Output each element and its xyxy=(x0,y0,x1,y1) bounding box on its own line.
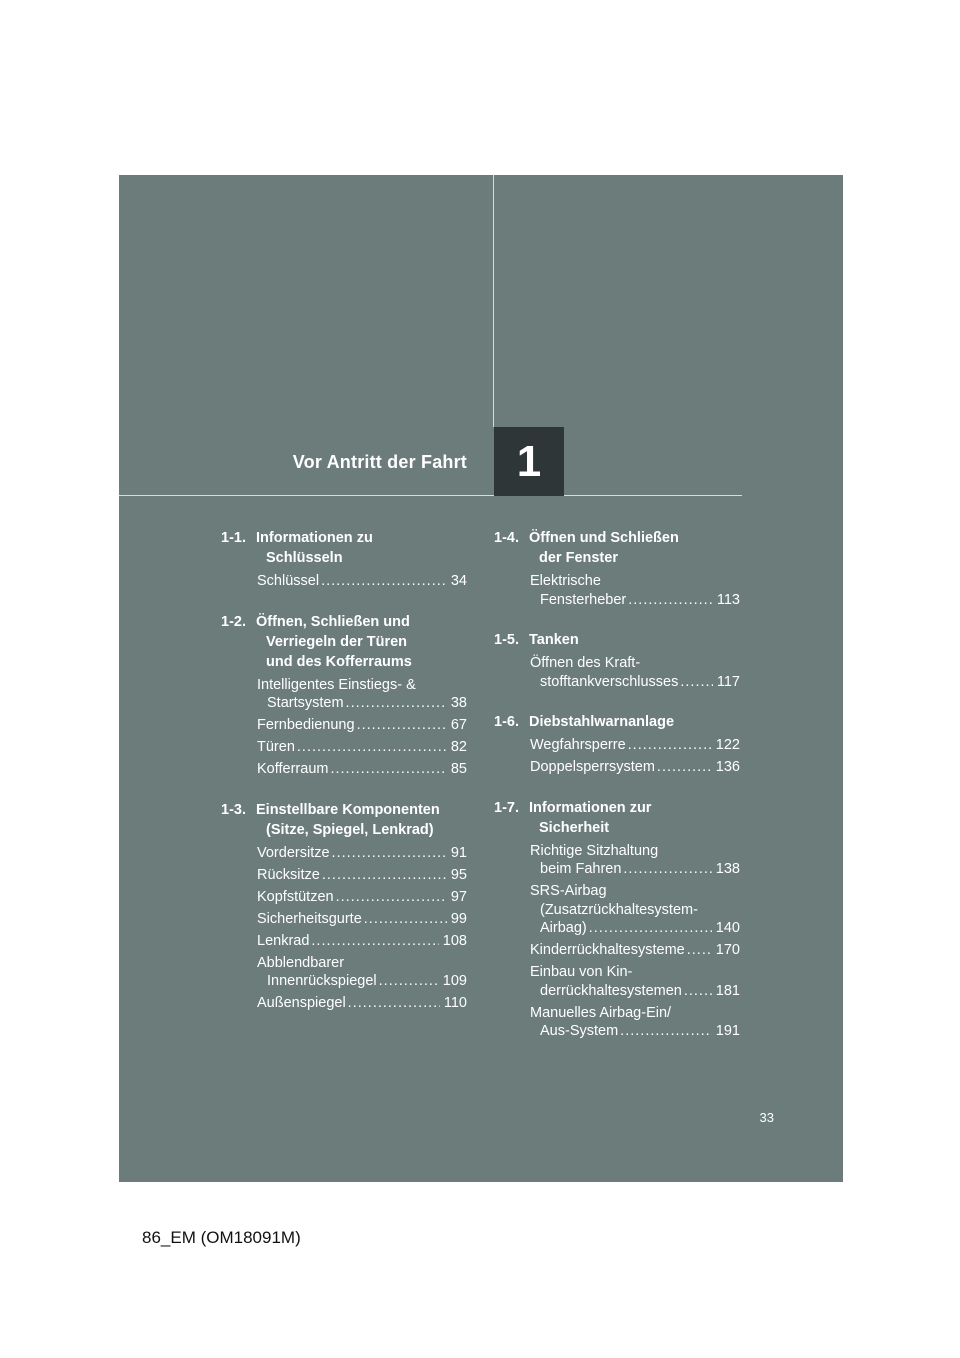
page-number: 33 xyxy=(759,1110,774,1125)
entry-page: 170 xyxy=(715,942,740,958)
entry-label: Lenkrad xyxy=(257,932,310,949)
section-title-line: Öffnen und Schließen xyxy=(529,530,679,546)
dot-leader xyxy=(687,941,712,960)
entry-page: 97 xyxy=(450,888,467,905)
vertical-divider xyxy=(493,175,494,427)
dot-leader xyxy=(657,758,712,777)
toc-entry[interactable] xyxy=(257,994,467,1013)
toc-section xyxy=(494,630,740,691)
toc-right-column xyxy=(494,528,740,1062)
section-heading[interactable] xyxy=(221,612,467,672)
toc-entry[interactable] xyxy=(257,844,467,863)
entry-label: Aus-System xyxy=(540,1023,619,1039)
section-title xyxy=(529,528,740,568)
entry-line xyxy=(257,738,467,757)
section-title-line: Tanken xyxy=(529,632,579,648)
entry-label: Außenspiegel xyxy=(257,995,346,1011)
entry-line xyxy=(530,654,740,673)
entry-page: 110 xyxy=(443,995,467,1011)
entry-label: Abblendbarer xyxy=(257,954,345,971)
entry-list xyxy=(221,572,467,591)
entry-label: Airbag) xyxy=(540,920,587,936)
entry-page: 108 xyxy=(442,932,467,949)
toc-section xyxy=(221,528,467,591)
entry-label: Rücksitze xyxy=(257,866,320,883)
toc-section xyxy=(221,800,467,1013)
entry-label: Fensterheber xyxy=(540,591,627,608)
entry-label: Schlüssel xyxy=(257,573,320,589)
entry-line xyxy=(257,954,467,973)
entry-page: 191 xyxy=(715,1023,740,1039)
section-heading[interactable] xyxy=(494,630,740,650)
section-title-line: Einstellbare Komponenten xyxy=(256,801,440,818)
toc-section xyxy=(494,528,740,609)
entry-line xyxy=(530,982,740,1001)
entry-page: 38 xyxy=(450,695,467,711)
entry-label: stofftankverschlusses xyxy=(540,673,679,690)
section-title xyxy=(529,630,740,650)
toc-left-column xyxy=(221,528,467,1034)
dot-leader xyxy=(379,972,439,991)
toc-entry[interactable] xyxy=(530,654,740,691)
entry-line xyxy=(530,1022,740,1041)
dot-leader xyxy=(297,738,447,757)
toc-entry[interactable] xyxy=(530,572,740,609)
dot-leader xyxy=(348,994,440,1013)
toc-entry[interactable] xyxy=(530,941,740,960)
entry-list xyxy=(494,572,740,609)
dot-leader xyxy=(589,919,712,938)
toc-entry[interactable] xyxy=(530,758,740,777)
section-heading[interactable] xyxy=(494,712,740,732)
entry-label: Manuelles Airbag-Ein/ xyxy=(530,1004,672,1021)
chapter-number: 1 xyxy=(516,436,542,486)
entry-page: 34 xyxy=(450,573,467,589)
entry-list xyxy=(221,844,467,1013)
entry-page: 109 xyxy=(442,973,467,989)
entry-line xyxy=(257,994,467,1013)
entry-line xyxy=(257,572,467,591)
section-title xyxy=(529,798,740,838)
section-title-line: Öffnen, Schließen und xyxy=(256,613,410,630)
entry-line xyxy=(257,844,467,863)
toc-entry[interactable] xyxy=(530,842,740,879)
dot-leader xyxy=(620,1022,712,1041)
section-title-line: Diebstahlwarnanlage xyxy=(529,714,675,730)
toc-entry[interactable] xyxy=(257,676,467,713)
entry-line xyxy=(257,760,467,779)
entry-line xyxy=(257,888,467,907)
section-number: 1-2. xyxy=(221,613,246,630)
section-title-line: Informationen zu xyxy=(256,530,373,546)
entry-page: 140 xyxy=(715,920,740,936)
chapter-number-box xyxy=(494,427,564,496)
dot-leader xyxy=(346,694,447,713)
entry-label: Kofferraum xyxy=(257,761,329,777)
dot-leader xyxy=(364,910,447,929)
section-heading[interactable] xyxy=(221,800,467,840)
toc-entry[interactable] xyxy=(257,910,467,929)
dot-leader xyxy=(684,982,712,1001)
section-title-line: Verriegeln der Türen xyxy=(266,633,408,650)
entry-page: 117 xyxy=(716,673,740,690)
section-title-line: (Sitze, Spiegel, Lenkrad) xyxy=(266,821,434,838)
entry-line xyxy=(530,758,740,777)
entry-page: 136 xyxy=(715,759,740,775)
dot-leader xyxy=(336,888,447,907)
section-number: 1-5. xyxy=(494,632,519,648)
section-heading[interactable] xyxy=(221,528,467,568)
toc-entry[interactable] xyxy=(530,963,740,1000)
entry-label: Fernbedienung xyxy=(257,717,355,733)
horizontal-divider xyxy=(119,495,742,496)
entry-list xyxy=(494,654,740,691)
entry-label: Innenrückspiegel xyxy=(267,973,377,989)
entry-label: Türen xyxy=(257,739,295,755)
entry-line xyxy=(530,591,740,610)
toc-section xyxy=(494,712,740,777)
entry-line xyxy=(530,882,740,901)
entry-line xyxy=(257,932,467,951)
toc-entry[interactable] xyxy=(530,1004,740,1041)
section-number: 1-3. xyxy=(221,801,246,818)
entry-label: SRS-Airbag xyxy=(530,883,607,899)
entry-page: 113 xyxy=(716,591,740,608)
entry-line xyxy=(530,1004,740,1023)
section-title xyxy=(256,612,467,672)
dot-leader xyxy=(623,860,711,879)
section-number: 1-7. xyxy=(494,799,519,816)
entry-label: Öffnen des Kraft- xyxy=(530,655,641,671)
section-heading[interactable] xyxy=(494,798,740,838)
entry-label: Startsystem xyxy=(267,695,344,711)
entry-label: Vordersitze xyxy=(257,844,330,861)
entry-line xyxy=(530,860,740,879)
entry-list xyxy=(221,676,467,779)
entry-label: Kopfstützen xyxy=(257,888,334,905)
entry-page: 95 xyxy=(450,866,467,883)
entry-label: (Zusatzrückhaltesystem- xyxy=(540,901,698,918)
toc-entry[interactable] xyxy=(257,716,467,735)
dot-leader xyxy=(311,932,438,951)
toc-section xyxy=(221,612,467,779)
section-number: 1-6. xyxy=(494,714,519,730)
entry-label: Kinderrückhaltesysteme xyxy=(530,942,685,958)
toc-entry[interactable] xyxy=(257,888,467,907)
entry-page: 91 xyxy=(450,844,467,861)
dot-leader xyxy=(628,591,713,610)
dot-leader xyxy=(680,673,713,692)
dot-leader xyxy=(321,572,447,591)
dot-leader xyxy=(322,866,447,885)
section-title-line: der Fenster xyxy=(539,550,618,566)
entry-page: 99 xyxy=(450,910,467,927)
entry-page: 82 xyxy=(450,739,467,755)
dot-leader xyxy=(628,736,712,755)
section-heading[interactable] xyxy=(494,528,740,568)
section-title xyxy=(256,528,467,568)
toc-entry[interactable] xyxy=(257,954,467,991)
section-number: 1-1. xyxy=(221,530,246,546)
toc-entry[interactable] xyxy=(257,932,467,951)
entry-line xyxy=(257,716,467,735)
section-title xyxy=(529,712,740,732)
dot-leader xyxy=(357,716,447,735)
chapter-title: Vor Antritt der Fahrt xyxy=(292,452,467,472)
entry-list xyxy=(494,842,740,1041)
section-number: 1-4. xyxy=(494,530,519,546)
section-title-line: Informationen zur xyxy=(529,799,652,816)
entry-label: Wegfahrsperre xyxy=(530,737,626,753)
entry-line xyxy=(257,694,467,713)
entry-line xyxy=(530,901,740,920)
entry-line xyxy=(530,673,740,692)
entry-label: Sicherheitsgurte xyxy=(257,910,362,927)
section-title xyxy=(256,800,467,840)
entry-list xyxy=(494,736,740,777)
entry-label: Doppelsperrsystem xyxy=(530,759,655,775)
entry-page: 122 xyxy=(715,737,740,753)
entry-page: 138 xyxy=(715,861,740,877)
section-title-line: Schlüsseln xyxy=(266,550,343,566)
toc-section xyxy=(494,798,740,1041)
entry-line xyxy=(530,842,740,861)
entry-page: 181 xyxy=(715,982,740,999)
entry-line xyxy=(257,910,467,929)
entry-label: Elektrische xyxy=(530,573,601,589)
entry-line xyxy=(530,963,740,982)
entry-page: 67 xyxy=(450,717,467,733)
toc-entry[interactable] xyxy=(257,760,467,779)
entry-line xyxy=(257,866,467,885)
entry-page: 85 xyxy=(450,761,467,777)
entry-label: derrückhaltesystemen xyxy=(540,982,682,999)
toc-entry[interactable] xyxy=(530,882,740,938)
section-title-line: Sicherheit xyxy=(539,819,610,836)
toc-entry[interactable] xyxy=(257,572,467,591)
entry-label: beim Fahren xyxy=(540,861,622,877)
dot-leader xyxy=(330,760,446,779)
entry-line xyxy=(530,941,740,960)
entry-line xyxy=(530,736,740,755)
entry-label: Intelligentes Einstiegs- & xyxy=(257,676,416,693)
entry-line xyxy=(257,676,467,695)
document-code: 86_EM (OM18091M) xyxy=(142,1228,301,1247)
entry-line xyxy=(257,972,467,991)
section-title-line: und des Kofferraums xyxy=(266,653,412,670)
toc-entry[interactable] xyxy=(257,866,467,885)
entry-line xyxy=(530,919,740,938)
entry-label: Einbau von Kin- xyxy=(530,964,633,980)
toc-entry[interactable] xyxy=(530,736,740,755)
entry-line xyxy=(530,572,740,591)
entry-label: Richtige Sitzhaltung xyxy=(530,842,659,859)
dot-leader xyxy=(332,844,447,863)
toc-entry[interactable] xyxy=(257,738,467,757)
